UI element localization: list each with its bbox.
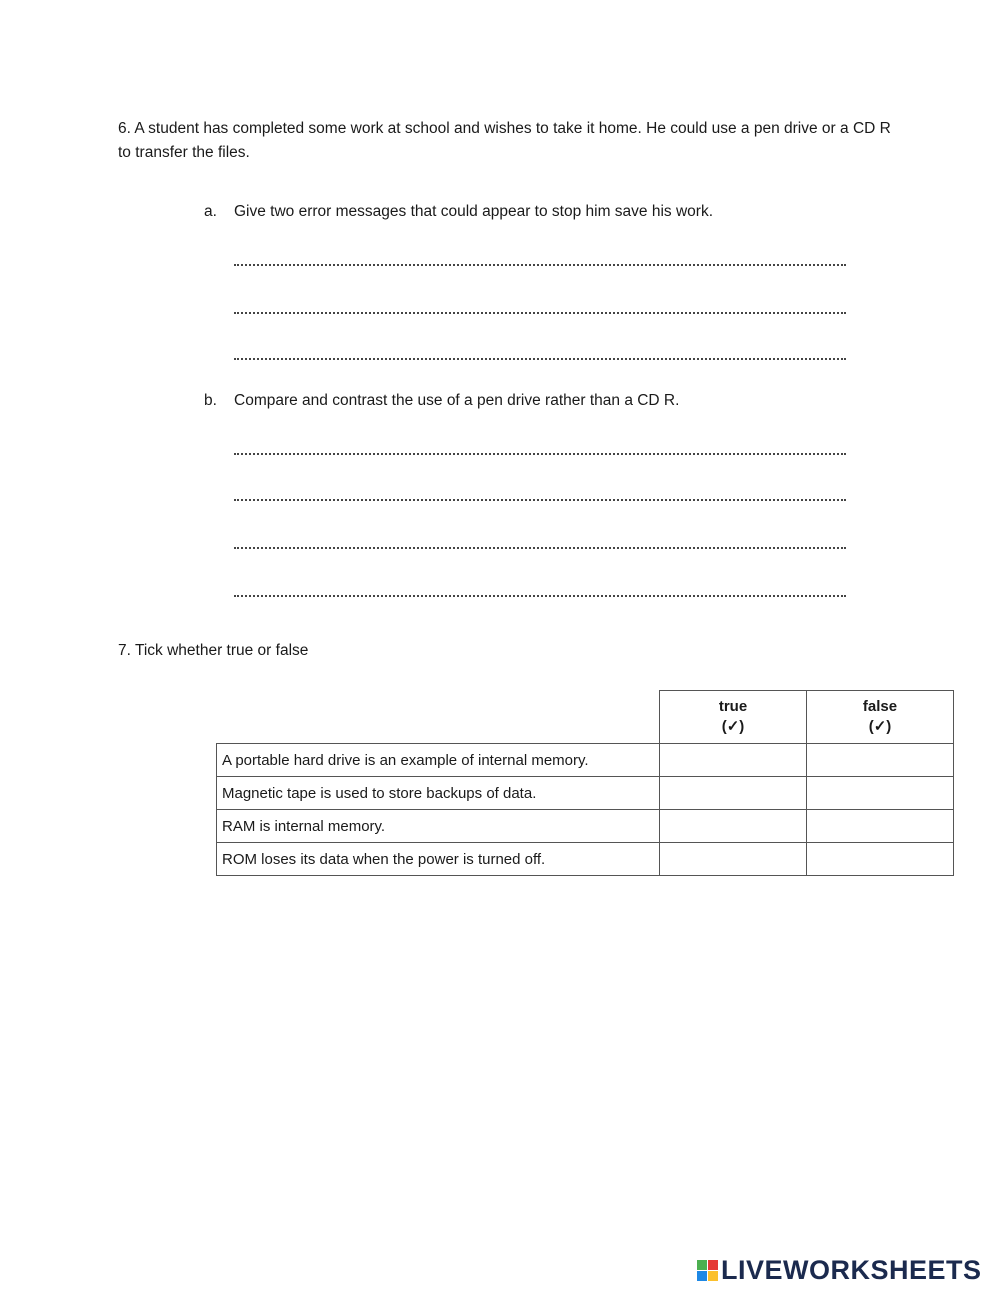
tick-true-cell[interactable] [660,744,807,777]
tick-false-cell[interactable] [807,777,954,810]
header-false-label: false [862,698,898,715]
logo-square-yellow [708,1271,718,1281]
tick-true-cell[interactable] [660,843,807,876]
tick-false-cell[interactable] [807,744,954,777]
logo-badge-icon [697,1260,718,1281]
question-6-text: 6. A student has completed some work at school and wishes to take it home. He could use a pen drive or a CD R to transfer the files. [118,120,891,161]
answer-line-6b-1[interactable] [234,451,846,455]
header-true-label: true [718,698,748,715]
question-6a-text: Give two error messages that could appear to stop him save his work. [234,203,713,220]
true-false-table [216,690,954,876]
question-6b-text: Compare and contrast the use of a pen drive rather than a CD R. [234,392,680,409]
table-row [217,810,954,843]
header-blank-cell [217,691,660,744]
logo-square-green [697,1260,707,1270]
table-header-row [217,691,954,744]
question-6b-letter: b. [204,392,217,409]
answer-line-6b-4[interactable] [234,593,846,597]
statement-cell: Magnetic tape is used to store backups of data. [217,777,660,810]
statement-cell: ROM loses its data when the power is turned off. [217,843,660,876]
tick-false-cell[interactable] [807,810,954,843]
header-false [807,691,954,744]
question-6a-letter: a. [204,203,217,220]
logo-wordmark: LIVEWORKSHEETS [721,1255,982,1285]
table-row [217,777,954,810]
table-row [217,843,954,876]
header-false-mark: (✓) [868,718,892,735]
liveworksheets-logo [697,1255,982,1286]
logo-square-blue [697,1271,707,1281]
answer-line-6b-2[interactable] [234,497,846,501]
tick-true-cell[interactable] [660,777,807,810]
answer-line-6a-3[interactable] [234,356,846,360]
statement-cell: RAM is internal memory. [217,810,660,843]
tick-true-cell[interactable] [660,810,807,843]
question-6b [204,390,679,412]
question-7-text: 7. Tick whether true or false [118,642,309,659]
answer-line-6a-1[interactable] [234,262,846,266]
header-true-mark: (✓) [721,718,745,735]
header-true [660,691,807,744]
answer-line-6a-2[interactable] [234,310,846,314]
logo-square-red [708,1260,718,1270]
answer-line-6b-3[interactable] [234,545,846,549]
statement-cell: A portable hard drive is an example of internal memory. [217,744,660,777]
tick-false-cell[interactable] [807,843,954,876]
question-6a [204,201,713,223]
table-row [217,744,954,777]
